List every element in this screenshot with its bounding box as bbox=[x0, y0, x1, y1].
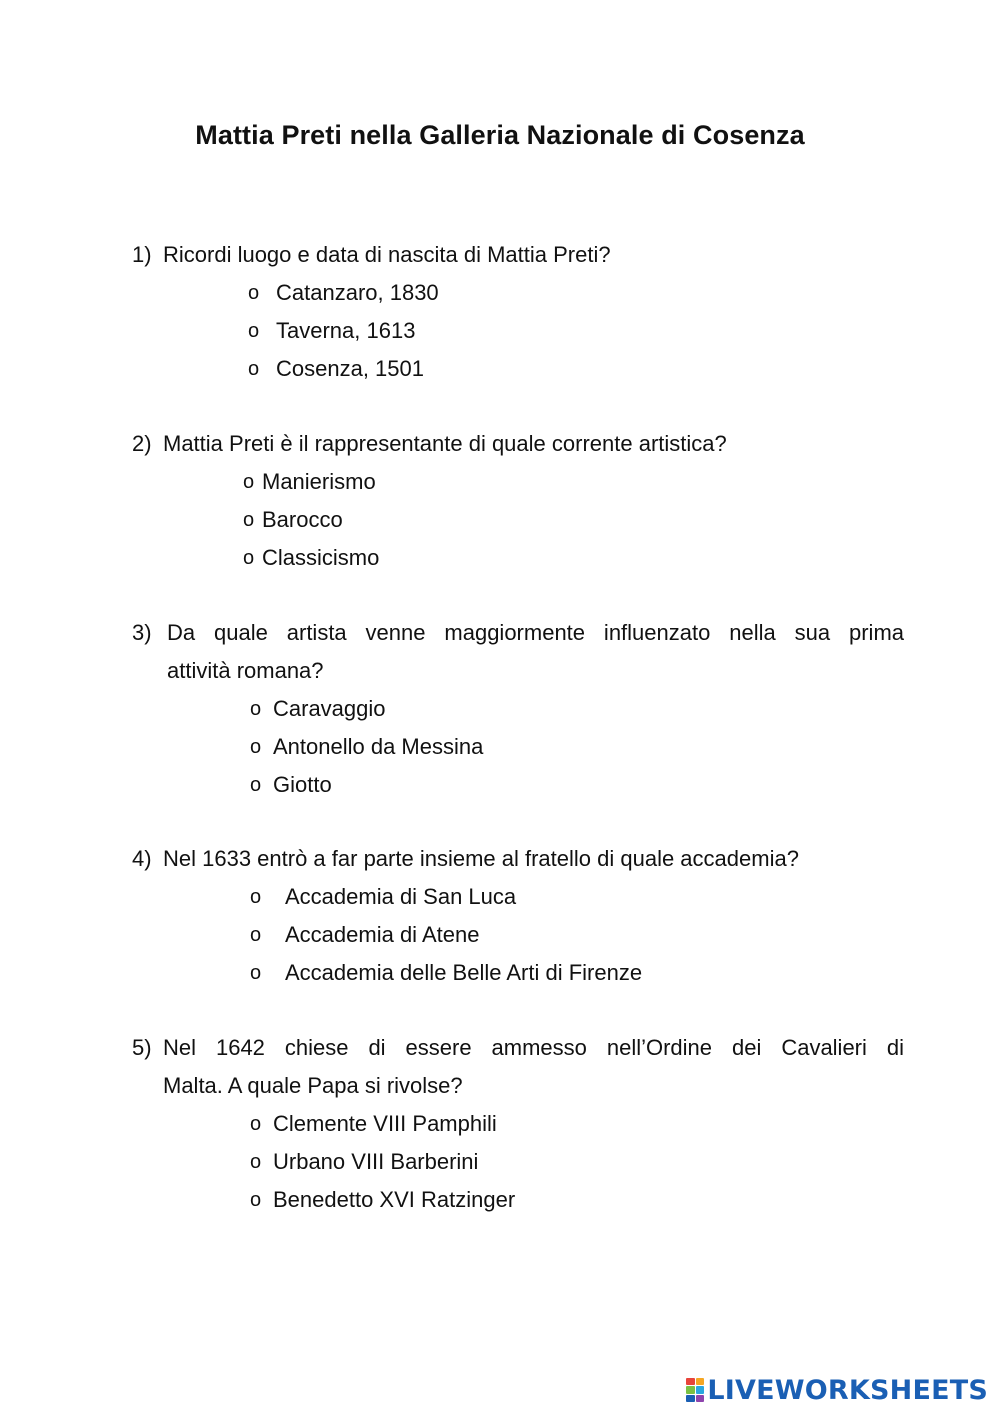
radio-circle-icon[interactable]: o bbox=[250, 698, 262, 720]
radio-circle-icon[interactable]: o bbox=[248, 320, 260, 342]
question-text-line: Mattia Preti è il rappresentante di quale corrente artistica? bbox=[163, 431, 727, 456]
question-text-line: Nel 1642 chiese di essere ammesso nell’Ordine dei Cavalieri di bbox=[163, 1035, 904, 1060]
option-item[interactable] bbox=[132, 1143, 904, 1181]
liveworksheets-logo-icon bbox=[686, 1378, 704, 1402]
option-label: Clemente VIII Pamphili bbox=[273, 1111, 497, 1136]
option-label: Accademia di San Luca bbox=[285, 884, 517, 909]
question-2 bbox=[132, 425, 904, 577]
logo-tile bbox=[696, 1386, 705, 1393]
question-number: 1) bbox=[132, 242, 152, 267]
logo-tile bbox=[696, 1378, 705, 1385]
option-label: Benedetto XVI Ratzinger bbox=[273, 1187, 516, 1212]
question-text-line: Da quale artista venne maggiormente influenzato nella sua prima bbox=[167, 620, 904, 645]
radio-circle-icon[interactable]: o bbox=[250, 886, 262, 908]
radio-circle-icon[interactable]: o bbox=[250, 1151, 262, 1173]
logo-tile bbox=[686, 1386, 695, 1393]
radio-circle-icon[interactable]: o bbox=[250, 1189, 262, 1211]
radio-circle-icon[interactable]: o bbox=[250, 924, 262, 946]
option-item[interactable] bbox=[132, 954, 904, 992]
option-label: Urbano VIII Barberini bbox=[273, 1149, 479, 1174]
option-item[interactable] bbox=[132, 1105, 904, 1143]
question-text bbox=[163, 425, 904, 463]
radio-circle-icon[interactable]: o bbox=[248, 282, 260, 304]
question-4 bbox=[132, 840, 904, 992]
question-1 bbox=[132, 236, 904, 388]
option-label: Accademia delle Belle Arti di Firenze bbox=[285, 960, 643, 985]
radio-circle-icon[interactable]: o bbox=[243, 471, 255, 493]
brand-name: LIVEWORKSHEETS bbox=[707, 1374, 988, 1406]
question-number: 2) bbox=[132, 431, 152, 456]
question-text-line: attività romana? bbox=[167, 658, 324, 683]
question-text bbox=[163, 236, 904, 274]
option-item[interactable] bbox=[132, 878, 904, 916]
question-3 bbox=[132, 614, 904, 804]
radio-circle-icon[interactable]: o bbox=[243, 509, 255, 531]
option-label: Antonello da Messina bbox=[273, 734, 484, 759]
logo-tile bbox=[696, 1395, 705, 1402]
option-label: Barocco bbox=[262, 507, 343, 532]
option-label: Catanzaro, 1830 bbox=[276, 280, 439, 305]
option-item[interactable] bbox=[132, 312, 904, 350]
option-item[interactable] bbox=[132, 350, 904, 388]
question-number: 5) bbox=[132, 1035, 152, 1060]
question-text bbox=[163, 840, 904, 878]
options-list bbox=[132, 463, 904, 577]
question-text bbox=[163, 1029, 904, 1105]
option-label: Caravaggio bbox=[273, 696, 386, 721]
radio-circle-icon[interactable]: o bbox=[250, 736, 262, 758]
options-list bbox=[132, 1105, 904, 1219]
option-item[interactable] bbox=[132, 690, 904, 728]
option-item[interactable] bbox=[132, 916, 904, 954]
question-number: 3) bbox=[132, 620, 152, 645]
question-number: 4) bbox=[132, 846, 152, 871]
liveworksheets-brand[interactable] bbox=[686, 1372, 988, 1408]
options-list bbox=[132, 878, 904, 992]
option-label: Classicismo bbox=[262, 545, 380, 570]
option-item[interactable] bbox=[132, 1181, 904, 1219]
page-title: Mattia Preti nella Galleria Nazionale di Cosenza bbox=[195, 120, 805, 150]
option-label: Giotto bbox=[273, 772, 332, 797]
option-item[interactable] bbox=[132, 766, 904, 804]
option-label: Accademia di Atene bbox=[285, 922, 480, 947]
option-item[interactable] bbox=[132, 463, 904, 501]
options-list bbox=[132, 274, 904, 388]
option-item[interactable] bbox=[132, 274, 904, 312]
option-label: Manierismo bbox=[262, 469, 376, 494]
logo-tile bbox=[686, 1378, 695, 1385]
question-5 bbox=[132, 1029, 904, 1219]
option-item[interactable] bbox=[132, 539, 904, 577]
radio-circle-icon[interactable]: o bbox=[243, 547, 255, 569]
radio-circle-icon[interactable]: o bbox=[250, 774, 262, 796]
question-text-line: Malta. A quale Papa si rivolse? bbox=[163, 1073, 463, 1098]
question-text bbox=[167, 614, 904, 690]
radio-circle-icon[interactable]: o bbox=[250, 1113, 262, 1135]
option-item[interactable] bbox=[132, 728, 904, 766]
logo-tile bbox=[686, 1395, 695, 1402]
radio-circle-icon[interactable]: o bbox=[248, 358, 260, 380]
radio-circle-icon[interactable]: o bbox=[250, 962, 262, 984]
question-text-line: Nel 1633 entrò a far parte insieme al fratello di quale accademia? bbox=[163, 846, 799, 871]
option-label: Taverna, 1613 bbox=[276, 318, 416, 343]
option-item[interactable] bbox=[132, 501, 904, 539]
question-text-line: Ricordi luogo e data di nascita di Mattia Preti? bbox=[163, 242, 611, 267]
options-list bbox=[132, 690, 904, 804]
option-label: Cosenza, 1501 bbox=[276, 356, 424, 381]
